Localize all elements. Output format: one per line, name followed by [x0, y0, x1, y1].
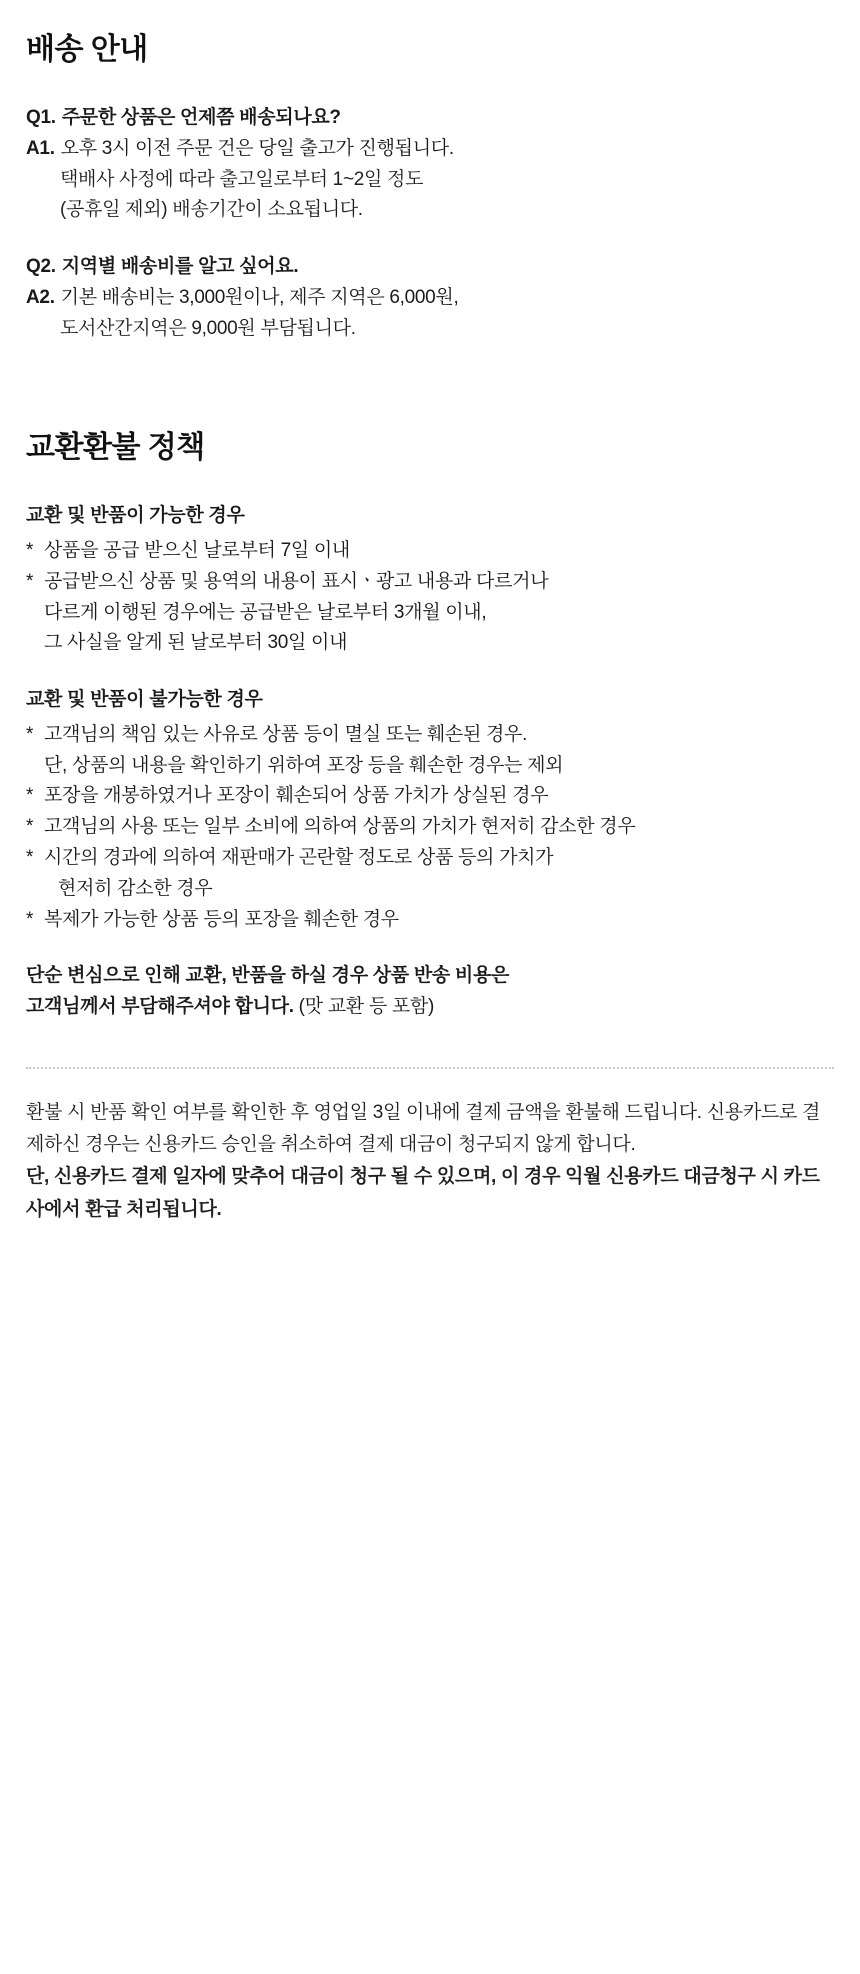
asterisk-icon: *	[26, 847, 34, 869]
qa-item	[26, 252, 834, 344]
refund-title: 교환환불 정책	[26, 431, 205, 465]
notice-normal-text: (맛 교환 등 포함)	[293, 996, 434, 1018]
asterisk-icon: *	[26, 816, 34, 838]
list-item	[26, 812, 834, 843]
answer-line	[26, 283, 834, 314]
refund-available-group	[26, 501, 834, 659]
refund-unavailable-group	[26, 685, 834, 935]
asterisk-icon: *	[26, 723, 34, 745]
list-item-line: 그 사실을 알게 된 날로부터 30일 이내	[44, 632, 348, 654]
refund-notice	[26, 961, 834, 1023]
list-item-text	[44, 843, 834, 905]
answer-continuation: 택배사 사정에 따라 출고일로부터 1~2일 정도	[60, 168, 424, 190]
list-item-line: 공급받으신 상품 및 용역의 내용이 표시ㆍ광고 내용과 다르거나	[44, 570, 549, 592]
list-item-text	[44, 720, 834, 782]
list-item-line: 단, 상품의 내용을 확인하기 위하여 포장 등을 훼손한 경우는 제외	[44, 754, 564, 776]
list-item-line: 현저히 감소한 경우	[58, 877, 213, 899]
section-spacer	[26, 370, 834, 416]
list-item	[26, 567, 834, 659]
list-item	[26, 781, 834, 812]
footer-paragraph-1: 환불 시 반품 확인 여부를 확인한 후 영업일 3일 이내에 결제 금액을 환불해 드립니다. 신용카드로 결제하신 경우는 신용카드 승인을 취소하여 결제 대금이 청구되지 않게 합니다.	[26, 1101, 821, 1156]
group-spacer	[26, 935, 834, 961]
asterisk-icon: *	[26, 785, 34, 807]
question-line	[26, 252, 834, 283]
list-item	[26, 843, 834, 905]
question-text: 주문한 상품은 언제쯤 배송되나요?	[61, 107, 341, 128]
list-item-text: 복제가 가능한 상품 등의 포장을 훼손한 경우	[44, 908, 399, 930]
answer-tag: A1.	[26, 137, 55, 159]
shipping-section	[26, 30, 834, 344]
answer-text: 기본 배송비는 3,000원이나, 제주 지역은 6,000원,	[60, 286, 459, 308]
notice-line-1: 단순 변심으로 인해 교환, 반품을 하실 경우 상품 반송 비용은	[26, 965, 510, 987]
list-item-line: 시간의 경과에 의하여 재판매가 곤란할 정도로 상품 등의 가치가	[44, 847, 554, 869]
answer-line	[26, 134, 834, 165]
list-item	[26, 905, 834, 936]
refund-section	[26, 428, 834, 1226]
footer-paragraph-2: 단, 신용카드 결제 일자에 맞추어 대금이 청구 될 수 있으며, 이 경우 익월 신용카드 대금청구 시 카드사에서 환급 처리됩니다.	[26, 1166, 820, 1220]
question-tag: Q2.	[26, 256, 56, 278]
list-item-text	[44, 567, 834, 659]
refund-unavailable-heading: 교환 및 반품이 불가능한 경우	[26, 689, 263, 711]
refund-available-heading: 교환 및 반품이 가능한 경우	[26, 505, 245, 527]
list-item-line: 다르게 이행된 경우에는 공급받은 날로부터 3개월 이내,	[44, 601, 487, 623]
asterisk-icon: *	[26, 908, 34, 930]
refund-footer	[26, 1097, 834, 1226]
notice-bold-text: 고객님께서 부담해주셔야 합니다.	[26, 996, 294, 1018]
asterisk-icon: *	[26, 570, 34, 592]
answer-tag: A2.	[26, 286, 55, 308]
answer-continuation: 도서산간지역은 9,000원 부담됩니다.	[60, 317, 356, 339]
question-tag: Q1.	[26, 107, 56, 128]
answer-text: 오후 3시 이전 주문 건은 당일 출고가 진행됩니다.	[60, 137, 454, 159]
asterisk-icon: *	[26, 540, 34, 562]
qa-item	[26, 103, 834, 226]
divider	[26, 1067, 834, 1069]
list-item	[26, 536, 834, 567]
list-item-text: 상품을 공급 받으신 날로부터 7일 이내	[44, 540, 350, 562]
answer-continuation: (공휴일 제외) 배송기간이 소요됩니다.	[60, 199, 363, 221]
question-line	[26, 103, 834, 134]
list-item	[26, 720, 834, 782]
notice-line-2	[26, 992, 834, 1023]
shipping-qa-list	[26, 103, 834, 344]
shipping-title: 배송 안내	[26, 33, 148, 66]
list-item-text: 포장을 개봉하였거나 포장이 훼손되어 상품 가치가 상실된 경우	[44, 785, 549, 807]
question-text: 지역별 배송비를 알고 싶어요.	[61, 256, 299, 278]
list-item-text: 고객님의 사용 또는 일부 소비에 의하여 상품의 가치가 현저히 감소한 경우	[44, 816, 636, 838]
group-spacer	[26, 659, 834, 685]
list-item-line: 고객님의 책임 있는 사유로 상품 등이 멸실 또는 훼손된 경우.	[44, 723, 528, 745]
